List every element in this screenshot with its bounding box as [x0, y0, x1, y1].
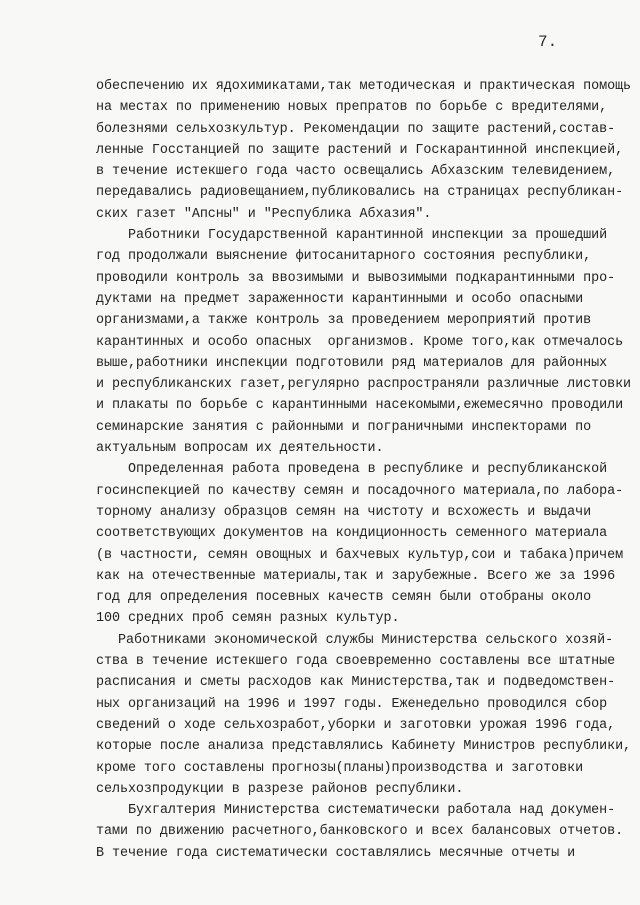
text-line: обеспечению их ядохимикатами,так методическая и практическая помощь	[96, 79, 632, 94]
text-line: ленные Госстанцией по защите растений и Госкарантинной инспекцией,	[96, 142, 624, 158]
text-line: актуальным вопросам их деятельности.	[96, 441, 384, 457]
text-line: торному анализу образцов семян на чистоту и всхожесть и выдачи	[96, 504, 592, 520]
text-line: сельхозпродукции в разрезе районов республики.	[96, 781, 464, 797]
text-line: расписания и сметы расходов как Министерства,так и подведомствен-	[96, 675, 616, 691]
text-line: В течение года систематически составлялись месячные отчеты и	[96, 845, 576, 861]
text-line: организмами,а также контроль за проведением мероприятий против	[96, 313, 592, 329]
text-line: проводили контроль за ввозимыми и вывозимыми подкарантинными про-	[96, 270, 616, 286]
text-line: 100 средних проб семян разных культур.	[96, 611, 400, 627]
text-line: сведений о ходе сельхозработ,уборки и заготовки урожая 1996 года,	[96, 717, 616, 733]
text-line: как на отечественные материалы,так и зарубежные. Всего же за 1996	[96, 568, 616, 584]
text-line: и плакаты по борьбе с карантинными насекомыми,ежемесячно проводили	[96, 398, 624, 414]
page-number: 7.	[538, 33, 558, 51]
text-line: год продолжали выяснение фитосанитарного состояния республики,	[96, 249, 592, 265]
text-line: передавались радиовещанием,публиковались на страницах республикан-	[96, 185, 624, 201]
text-line: ства в течение истекшего года своевременно составлены все штатные	[96, 654, 616, 670]
text-line: кроме того составлены прогнозы(планы)производства и заготовки	[96, 760, 584, 776]
text-line: выше,работники инспекции подготовили ряд материалов для районных	[96, 355, 608, 371]
text-line: госинспекцией по качеству семян и посадочного материала,по лабора-	[96, 483, 624, 499]
text-line: тами по движению расчетного,банковского и всех балансовых отчетов.	[96, 824, 624, 840]
text-line: которые после анализа представлялись Кабинету Министров республики,	[96, 739, 632, 755]
text-line: на местах по применению новых препратов по борьбе с вредителями,	[96, 100, 608, 116]
text-line: ских газет "Апсны" и "Республика Абхазия".	[96, 206, 432, 222]
text-line: дуктами на предмет зараженности карантинными и особо опасными	[96, 291, 584, 307]
paragraph-start-line: Бухгалтерия Министерства систематически работала над докумен-	[128, 803, 616, 819]
paragraph-start-line: Работники Государственной карантинной инспекции за прошедший	[128, 228, 608, 244]
text-line: ных организаций на 1996 и 1997 годы. Еженедельно проводился сбор	[96, 696, 608, 712]
text-line: и республиканских газет,регулярно распространяли различные листовки	[96, 377, 632, 393]
text-line: соответствующих документов на кондиционность семенного материала	[96, 526, 608, 542]
text-line: семинарские занятия с районными и пограничными инспекторами по	[96, 419, 592, 435]
paragraph-start-line: Определенная работа проведена в республике и республиканской	[128, 462, 608, 478]
body-text	[96, 76, 636, 864]
text-line: болезнями сельхозкультур. Рекомендации по защите растений,состав-	[96, 121, 616, 137]
text-line: в течение истекшего года часто освещались Абхазским телевидением,	[96, 164, 616, 180]
paragraph-start-line: Работниками экономической службы Министерства сельского хозяй-	[118, 632, 614, 648]
text-line: год для определения посевных качеств семян были отобраны около	[96, 590, 592, 606]
text-line: (в частности, семян овощных и бахчевых культур,сои и табака)причем	[96, 547, 624, 563]
text-line: карантинных и особо опасных организмов. Кроме того,как отмечалось	[96, 334, 624, 350]
